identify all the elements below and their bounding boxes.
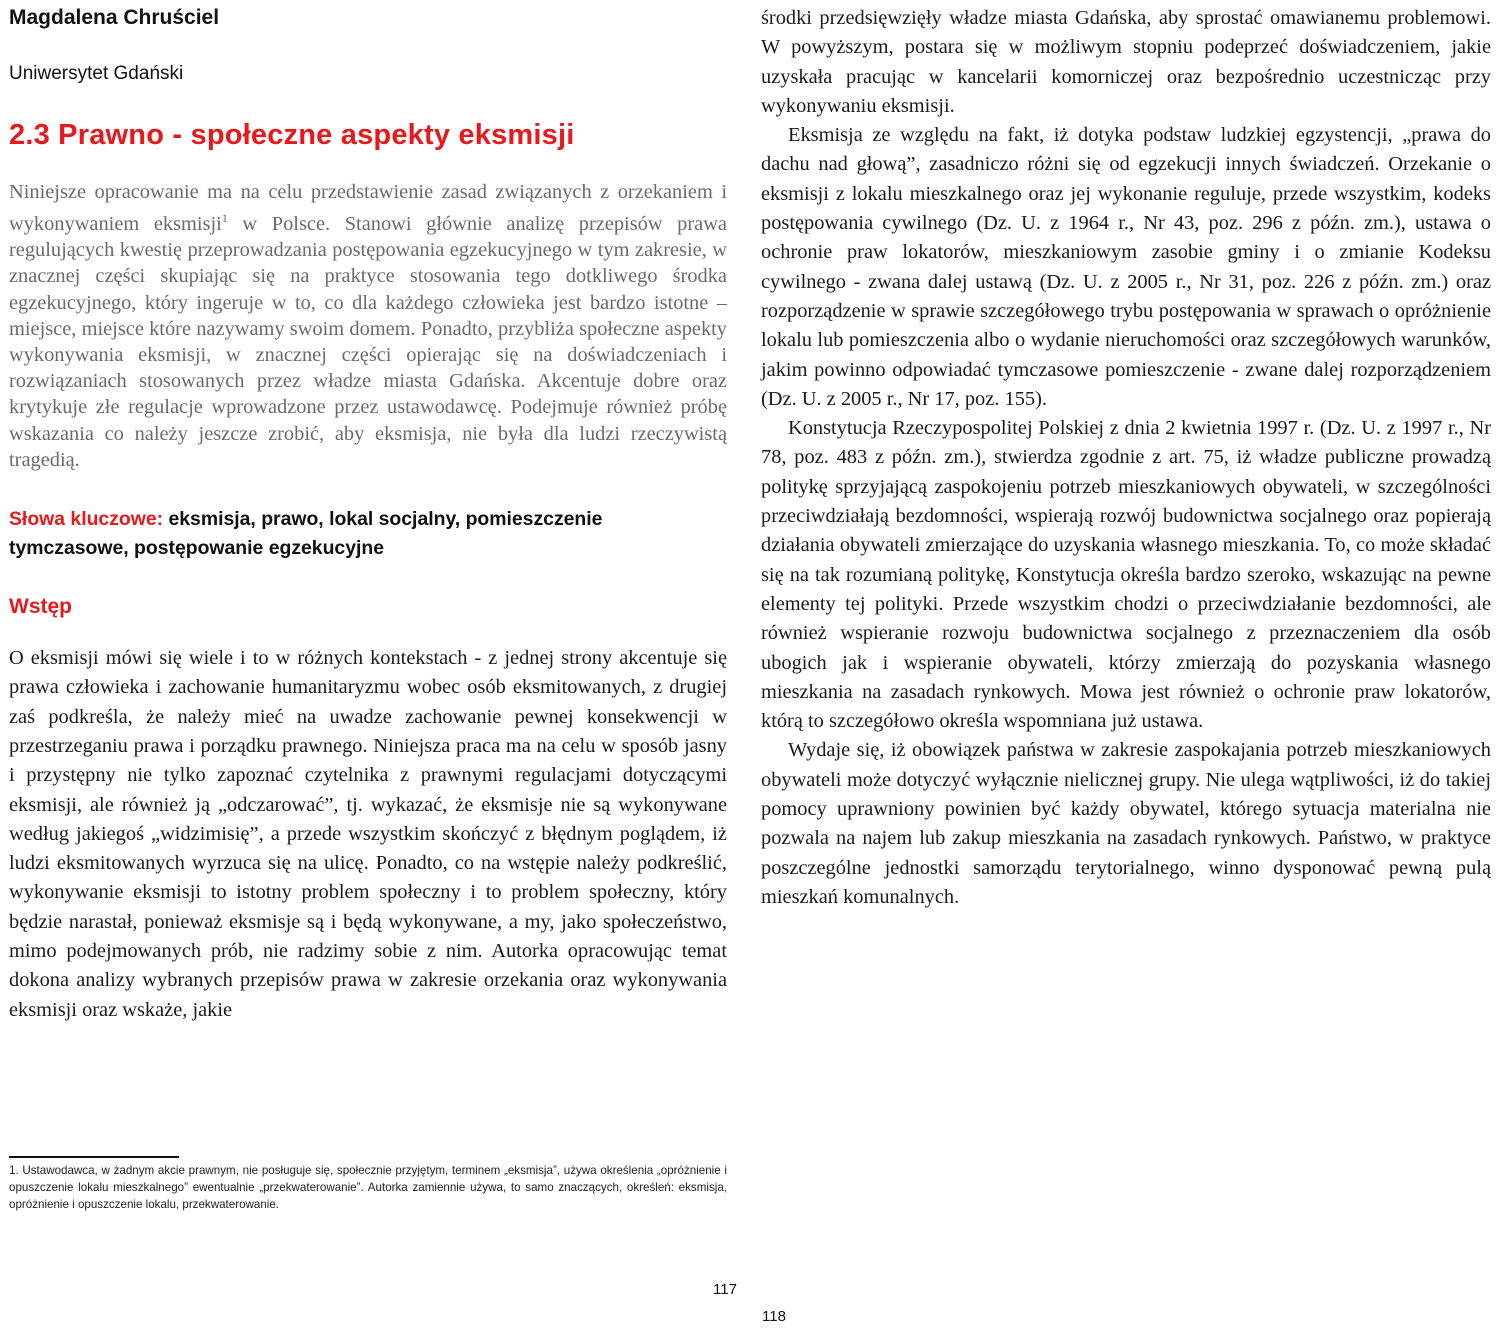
- abstract-text-start: Niniejsze opracowanie ma na celu przedstawienie zasad związanych z orzekaniem i wykonywaniem eksmisji: [9, 181, 727, 235]
- page-number-right: 118: [762, 1308, 786, 1325]
- right-paragraph-2: Eksmisja ze względu na fakt, iż dotyka podstaw ludzkiej egzystencji, „prawa do dachu nad głową”, zasadniczo różni się od egzekucji innych świadczeń. Orzekanie o eksmisji z lokalu mieszkalnego oraz jej wykonanie reguluje, przede wszystkim, kodeks postępowania cywilnego (Dz. U. z 1964 r., Nr 43, poz. 296 z późn. zm.), ustawa o ochronie praw lokatorów, mieszkaniowym zasobie gminy i o zmianie Kodeksu cywilnego - zwana dalej ustawą (Dz. U. z 2005 r., Nr 31, poz. 226 z późn. zm.) oraz rozporządzenie w sprawie szczegółowego trybu postępowania w sprawach o opróżnienie lokalu lub pomieszczenia albo o wydanie nieruchomości oraz szczegółowych warunków, jakim powinno odpowiadać tymczasowe pomieszczenie - zwane dalej rozporządzeniem (Dz. U. z 2005 r., Nr 17, poz. 155).: [761, 124, 1491, 410]
- footnote-divider: [9, 1156, 179, 1158]
- page-number-left: 117: [713, 1281, 737, 1298]
- footnote-marker[interactable]: 1: [221, 211, 228, 226]
- author-affiliation: Uniwersytet Gdański: [9, 63, 184, 84]
- abstract-text-end: w Polsce. Stanowi głównie analizę przepisów prawa regulujących kwestię przeprowadzania postępowania egzekucyjnego w tym zakresie, w znacznej części skupiając się na praktyce stosowania tego dotkliwego środka egzekucyjnego, który ingeruje w to, co dla każdego człowieka jest bardzo istotne – miejsce, miejsce które nazywamy swoim domem. Ponadto, przybliża społeczne aspekty wykonywania eksmisji, w znacznej części opierając się na doświadczeniach i rozwiązaniach stosowanych przez władze miasta Gdańska. Akcentuje dobre oraz krytykuje złe regulacje wprowadzone przez ustawodawcę. Podejmuje również próbę wskazania co należy jeszcze zrobić, aby eksmisja, nie była dla ludzi rzeczywistą tragedią.: [9, 213, 727, 471]
- right-page-column: [761, 4, 1491, 912]
- footnote: 1. Ustawodawca, w żadnym akcie prawnym, nie posługuje się, społecznie przyjętym, terminem „eksmisja”, używa określenia „opróżnienie i opuszczenie lokalu mieszkalnego” ewentualnie „przekwaterowanie”. Autorka zamiennie używa, to samo znaczących, określeń: eksmisja, opróżnienie i opuszczenie lokalu, przekwaterowanie.: [9, 1164, 727, 1212]
- author-name: Magdalena Chruściel: [9, 6, 220, 29]
- right-paragraph-4: Wydaje się, iż obowiązek państwa w zakresie zaspokajania potrzeb mieszkaniowych obywateli może dotyczyć wyłącznie nielicznej grupy. Nie ulega wątpliwości, iż do takiej pomocy uprawniony powinien być każdy obywatel, którego sytuacja materialna nie pozwala na najem lub zakup mieszkania na zasadach rynkowych. Państwo, w praktyce poszczególne jednostki samorządu terytorialnego, winno dysponować pewną pulą mieszkań komunalnych.: [761, 739, 1491, 908]
- section-heading-intro: Wstęp: [9, 595, 72, 619]
- keywords-list: eksmisja, prawo, lokal socjalny, pomieszczenie tymczasowe, postępowanie egzekucyjne: [9, 508, 603, 560]
- intro-paragraph: O eksmisji mówi się wiele i to w różnych kontekstach - z jednej strony akcentuje się prawa człowieka i zachowanie humanitaryzmu wobec osób eksmitowanych, z drugiej zaś podkreśla, że należy mieć na uwadze zachowanie pewnej konsekwencji w przestrzeganiu prawa i porządku prawnego. Niniejsza praca ma na celu w sposób jasny i przystępny nie tylko zapoznać czytelnika z prawnymi regulacjami dotyczącymi eksmisji, ale również ją „odczarować”, tj. wykazać, że eksmisje nie są wykonywane według jakiegoś „widzimisię”, a przede wszystkim skończyć z błędnym poglądem, iż ludzi eksmitowanych wyrzuca się na ulicę. Ponadto, co na wstępie należy podkreślić, wykonywanie eksmisji to istotny problem społeczny i to problem społeczny, który będzie narastał, ponieważ eksmisje są i będą wykonywane, a my, jako społeczeństwo, mimo podejmowanych prób, nie radzimy sobie z nim. Autorka opracowując temat dokona analizy wybranych przepisów prawa w zakresie orzekania oraz wykonywania eksmisji oraz wskaże, jakie: [9, 647, 727, 1021]
- article-title: 2.3 Prawno - społeczne aspekty eksmisji: [9, 119, 575, 151]
- keywords-label: Słowa kluczowe:: [9, 508, 164, 531]
- left-page-column: [9, 4, 727, 1025]
- keywords: [9, 505, 727, 563]
- right-paragraph-3: Konstytucja Rzeczypospolitej Polskiej z dnia 2 kwietnia 1997 r. (Dz. U. z 1997 r., Nr 78, poz. 483 z późn. zm.), stwierdza zgodnie z art. 75, iż władze publiczne prowadzą politykę sprzyjającą zaspokojeniu potrzeb mieszkaniowych obywateli, w szczególności przeciwdziałają bezdomności, wspierają rozwój budownictwa socjalnego oraz popierają działania obywateli zmierzające do uzyskania własnego mieszkania. To, co może składać się na tak rozumianą politykę, Konstytucja określa bardzo szeroko, wskazując na pewne elementy tej polityki. Przede wszystkim chodzi o przeciwdziałanie bezdomności, ale również wspieranie rozwoju budownictwa socjalnego z przeznaczeniem dla osób ubogich jak i wspieranie obywateli, którzy zmierzają do pozyskania własnego mieszkania na zasadach rynkowych. Mowa jest również o ochronie praw lokatorów, którą to szczegółowo określa wspomniana już ustawa.: [761, 417, 1491, 733]
- right-paragraph-1: środki przedsięwzięły władze miasta Gdańska, aby sprostać omawianemu problemowi. W powyższym, postara się w możliwym stopniu podeprzeć doświadczeniem, jakie uzyskała pracując w kancelarii komorniczej oraz bezpośrednio uczestnicząc przy wykonywaniu eksmisji.: [761, 7, 1491, 117]
- abstract: [9, 179, 727, 473]
